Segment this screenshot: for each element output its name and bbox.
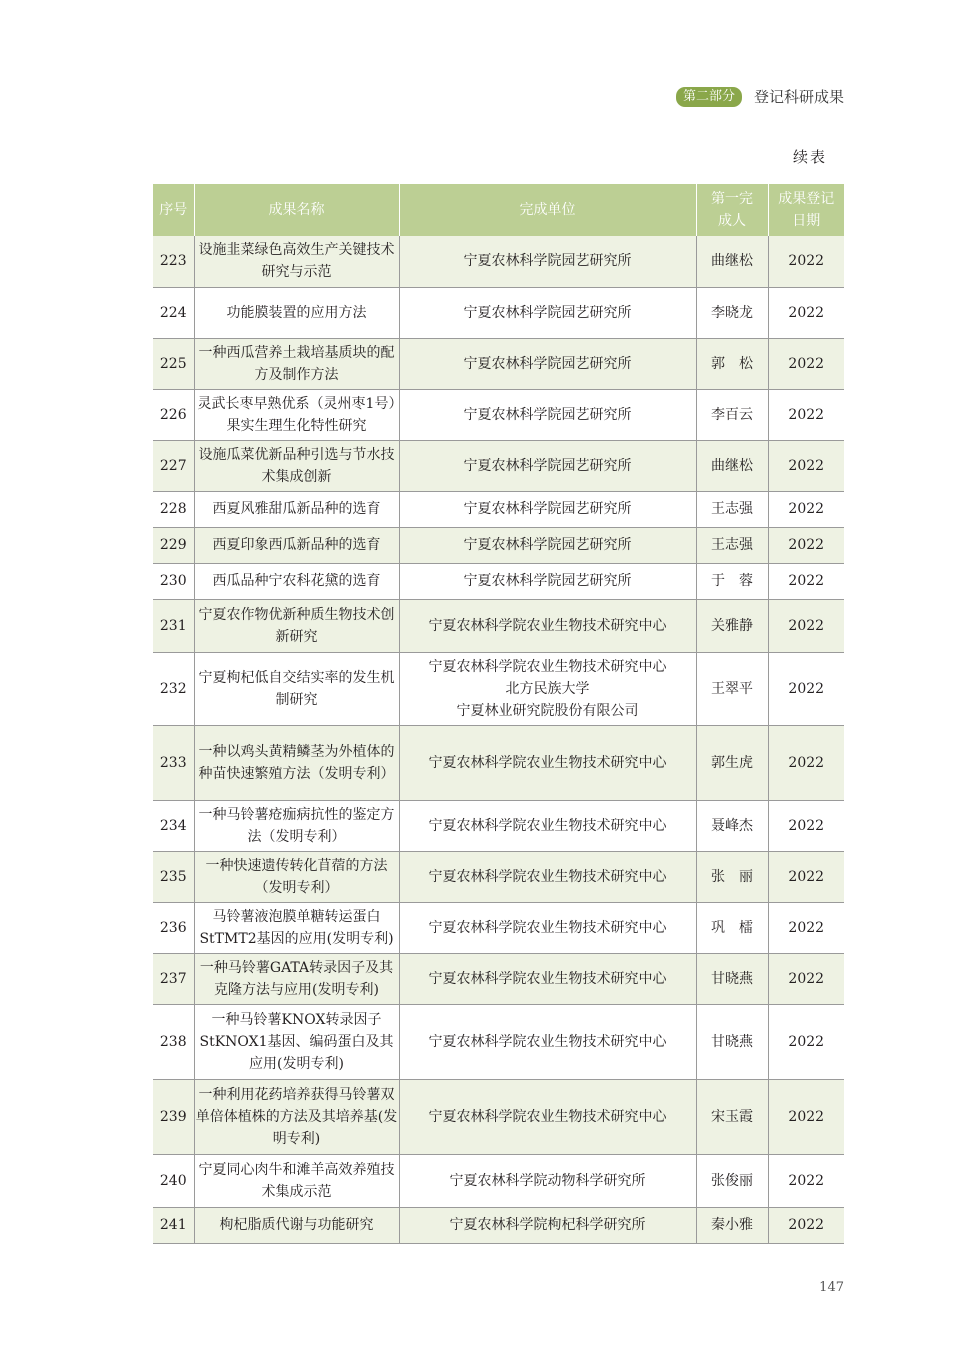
table-row xyxy=(153,236,844,287)
cell-unit: 宁夏农林科学院园艺研究所 xyxy=(399,287,696,338)
table-row xyxy=(153,389,844,440)
cell-year: 2022 xyxy=(768,287,844,338)
header-no: 序号 xyxy=(153,184,194,236)
cell-no: 234 xyxy=(153,800,194,851)
cell-year: 2022 xyxy=(768,1154,844,1207)
cell-name: 一种快速遗传转化苜蓿的方法（发明专利） xyxy=(194,851,399,902)
cell-no: 235 xyxy=(153,851,194,902)
header-name: 成果名称 xyxy=(194,184,399,236)
cell-name: 西瓜品种宁农科花黛的选育 xyxy=(194,563,399,599)
cell-year: 2022 xyxy=(768,389,844,440)
table-row xyxy=(153,287,844,338)
cell-unit: 宁夏农林科学院园艺研究所 xyxy=(399,527,696,563)
cell-year: 2022 xyxy=(768,236,844,287)
cell-name: 宁夏枸杞低自交结实率的发生机制研究 xyxy=(194,652,399,725)
cell-name: 一种马铃薯疮痂病抗性的鉴定方法（发明专利） xyxy=(194,800,399,851)
cell-person: 曲继松 xyxy=(696,440,768,491)
cell-person: 李晓龙 xyxy=(696,287,768,338)
cell-person: 张俊丽 xyxy=(696,1154,768,1207)
table-row xyxy=(153,440,844,491)
table-header-row xyxy=(153,184,844,236)
page-header xyxy=(676,86,844,107)
cell-name: 宁夏同心肉牛和滩羊高效养殖技术集成示范 xyxy=(194,1154,399,1207)
cell-unit: 宁夏农林科学院园艺研究所 xyxy=(399,563,696,599)
page-number: 147 xyxy=(819,1280,844,1295)
cell-year: 2022 xyxy=(768,800,844,851)
cell-person: 王志强 xyxy=(696,527,768,563)
cell-no: 223 xyxy=(153,236,194,287)
cell-year: 2022 xyxy=(768,563,844,599)
cell-unit: 宁夏农林科学院农业生物技术研究中心 北方民族大学 宁夏林业研究院股份有限公司 xyxy=(399,652,696,725)
cell-name: 西夏印象西瓜新品种的选育 xyxy=(194,527,399,563)
cell-no: 239 xyxy=(153,1079,194,1154)
table-row xyxy=(153,1154,844,1207)
table-row xyxy=(153,599,844,652)
cell-person: 郭生虎 xyxy=(696,725,768,800)
cell-year: 2022 xyxy=(768,1079,844,1154)
cell-unit: 宁夏农林科学院农业生物技术研究中心 xyxy=(399,1004,696,1079)
cell-unit: 宁夏农林科学院动物科学研究所 xyxy=(399,1154,696,1207)
section-title: 登记科研成果 xyxy=(753,88,844,106)
cell-person: 王志强 xyxy=(696,491,768,527)
cell-year: 2022 xyxy=(768,1004,844,1079)
cell-name: 宁夏农作物优新种质生物技术创新研究 xyxy=(194,599,399,652)
table-row xyxy=(153,491,844,527)
table-row xyxy=(153,652,844,725)
cell-year: 2022 xyxy=(768,725,844,800)
cell-name: 一种马铃薯KNOX转录因子StKNOX1基因、编码蛋白及其应用(发明专利) xyxy=(194,1004,399,1079)
cell-no: 224 xyxy=(153,287,194,338)
table-row xyxy=(153,338,844,389)
cell-person: 秦小雅 xyxy=(696,1207,768,1243)
cell-no: 232 xyxy=(153,652,194,725)
part-badge: 第二部分 xyxy=(676,87,742,107)
cell-name: 设施瓜菜优新品种引选与节水技术集成创新 xyxy=(194,440,399,491)
cell-no: 236 xyxy=(153,902,194,953)
table-row xyxy=(153,800,844,851)
cell-person: 于 蓉 xyxy=(696,563,768,599)
cell-no: 241 xyxy=(153,1207,194,1243)
header-person: 第一完成人 xyxy=(696,184,768,236)
cell-no: 233 xyxy=(153,725,194,800)
cell-name: 设施韭菜绿色高效生产关键技术研究与示范 xyxy=(194,236,399,287)
cell-unit: 宁夏农林科学院园艺研究所 xyxy=(399,389,696,440)
cell-name: 一种西瓜营养土栽培基质块的配方及制作方法 xyxy=(194,338,399,389)
cell-name: 一种马铃薯GATA转录因子及其克隆方法与应用(发明专利) xyxy=(194,953,399,1004)
cell-year: 2022 xyxy=(768,851,844,902)
cell-no: 230 xyxy=(153,563,194,599)
cell-no: 229 xyxy=(153,527,194,563)
cell-person: 关雅静 xyxy=(696,599,768,652)
table-body xyxy=(153,236,844,1243)
cell-person: 曲继松 xyxy=(696,236,768,287)
cell-name: 功能膜装置的应用方法 xyxy=(194,287,399,338)
cell-person: 巩 檑 xyxy=(696,902,768,953)
continued-label: 续表 xyxy=(792,148,827,166)
cell-year: 2022 xyxy=(768,902,844,953)
cell-unit: 宁夏农林科学院园艺研究所 xyxy=(399,491,696,527)
cell-no: 231 xyxy=(153,599,194,652)
cell-person: 宋玉霞 xyxy=(696,1079,768,1154)
table-row xyxy=(153,1079,844,1154)
header-date: 成果登记日期 xyxy=(768,184,844,236)
cell-name: 灵武长枣早熟优系（灵州枣1号）果实生理生化特性研究 xyxy=(194,389,399,440)
cell-no: 240 xyxy=(153,1154,194,1207)
table-row xyxy=(153,725,844,800)
cell-name: 西夏风雅甜瓜新品种的选育 xyxy=(194,491,399,527)
cell-no: 226 xyxy=(153,389,194,440)
cell-no: 225 xyxy=(153,338,194,389)
cell-unit: 宁夏农林科学院枸杞科学研究所 xyxy=(399,1207,696,1243)
cell-unit: 宁夏农林科学院农业生物技术研究中心 xyxy=(399,953,696,1004)
cell-no: 237 xyxy=(153,953,194,1004)
cell-year: 2022 xyxy=(768,491,844,527)
cell-unit: 宁夏农林科学院农业生物技术研究中心 xyxy=(399,1079,696,1154)
cell-person: 聂峰杰 xyxy=(696,800,768,851)
cell-person: 王翠平 xyxy=(696,652,768,725)
cell-no: 227 xyxy=(153,440,194,491)
cell-name: 一种以鸡头黄精鳞茎为外植体的种苗快速繁殖方法（发明专利） xyxy=(194,725,399,800)
cell-year: 2022 xyxy=(768,599,844,652)
table-row xyxy=(153,902,844,953)
cell-person: 张 丽 xyxy=(696,851,768,902)
cell-unit: 宁夏农林科学院农业生物技术研究中心 xyxy=(399,599,696,652)
table-row xyxy=(153,1207,844,1243)
table-row xyxy=(153,953,844,1004)
cell-year: 2022 xyxy=(768,953,844,1004)
table-row xyxy=(153,527,844,563)
cell-unit: 宁夏农林科学院农业生物技术研究中心 xyxy=(399,851,696,902)
cell-year: 2022 xyxy=(768,652,844,725)
table-row xyxy=(153,563,844,599)
cell-year: 2022 xyxy=(768,338,844,389)
cell-year: 2022 xyxy=(768,1207,844,1243)
cell-unit: 宁夏农林科学院农业生物技术研究中心 xyxy=(399,800,696,851)
header-unit: 完成单位 xyxy=(399,184,696,236)
cell-person: 李百云 xyxy=(696,389,768,440)
cell-year: 2022 xyxy=(768,527,844,563)
table-row xyxy=(153,1004,844,1079)
cell-unit: 宁夏农林科学院农业生物技术研究中心 xyxy=(399,902,696,953)
cell-unit: 宁夏农林科学院园艺研究所 xyxy=(399,236,696,287)
cell-unit: 宁夏农林科学院农业生物技术研究中心 xyxy=(399,725,696,800)
results-table xyxy=(153,184,844,1244)
cell-person: 甘晓燕 xyxy=(696,953,768,1004)
cell-unit: 宁夏农林科学院园艺研究所 xyxy=(399,338,696,389)
cell-year: 2022 xyxy=(768,440,844,491)
cell-person: 甘晓燕 xyxy=(696,1004,768,1079)
cell-no: 228 xyxy=(153,491,194,527)
cell-person: 郭 松 xyxy=(696,338,768,389)
cell-name: 枸杞脂质代谢与功能研究 xyxy=(194,1207,399,1243)
cell-name: 一种利用花药培养获得马铃薯双单倍体植株的方法及其培养基(发明专利) xyxy=(194,1079,399,1154)
cell-no: 238 xyxy=(153,1004,194,1079)
table-row xyxy=(153,851,844,902)
cell-unit: 宁夏农林科学院园艺研究所 xyxy=(399,440,696,491)
cell-name: 马铃薯液泡膜单糖转运蛋白StTMT2基因的应用(发明专利) xyxy=(194,902,399,953)
